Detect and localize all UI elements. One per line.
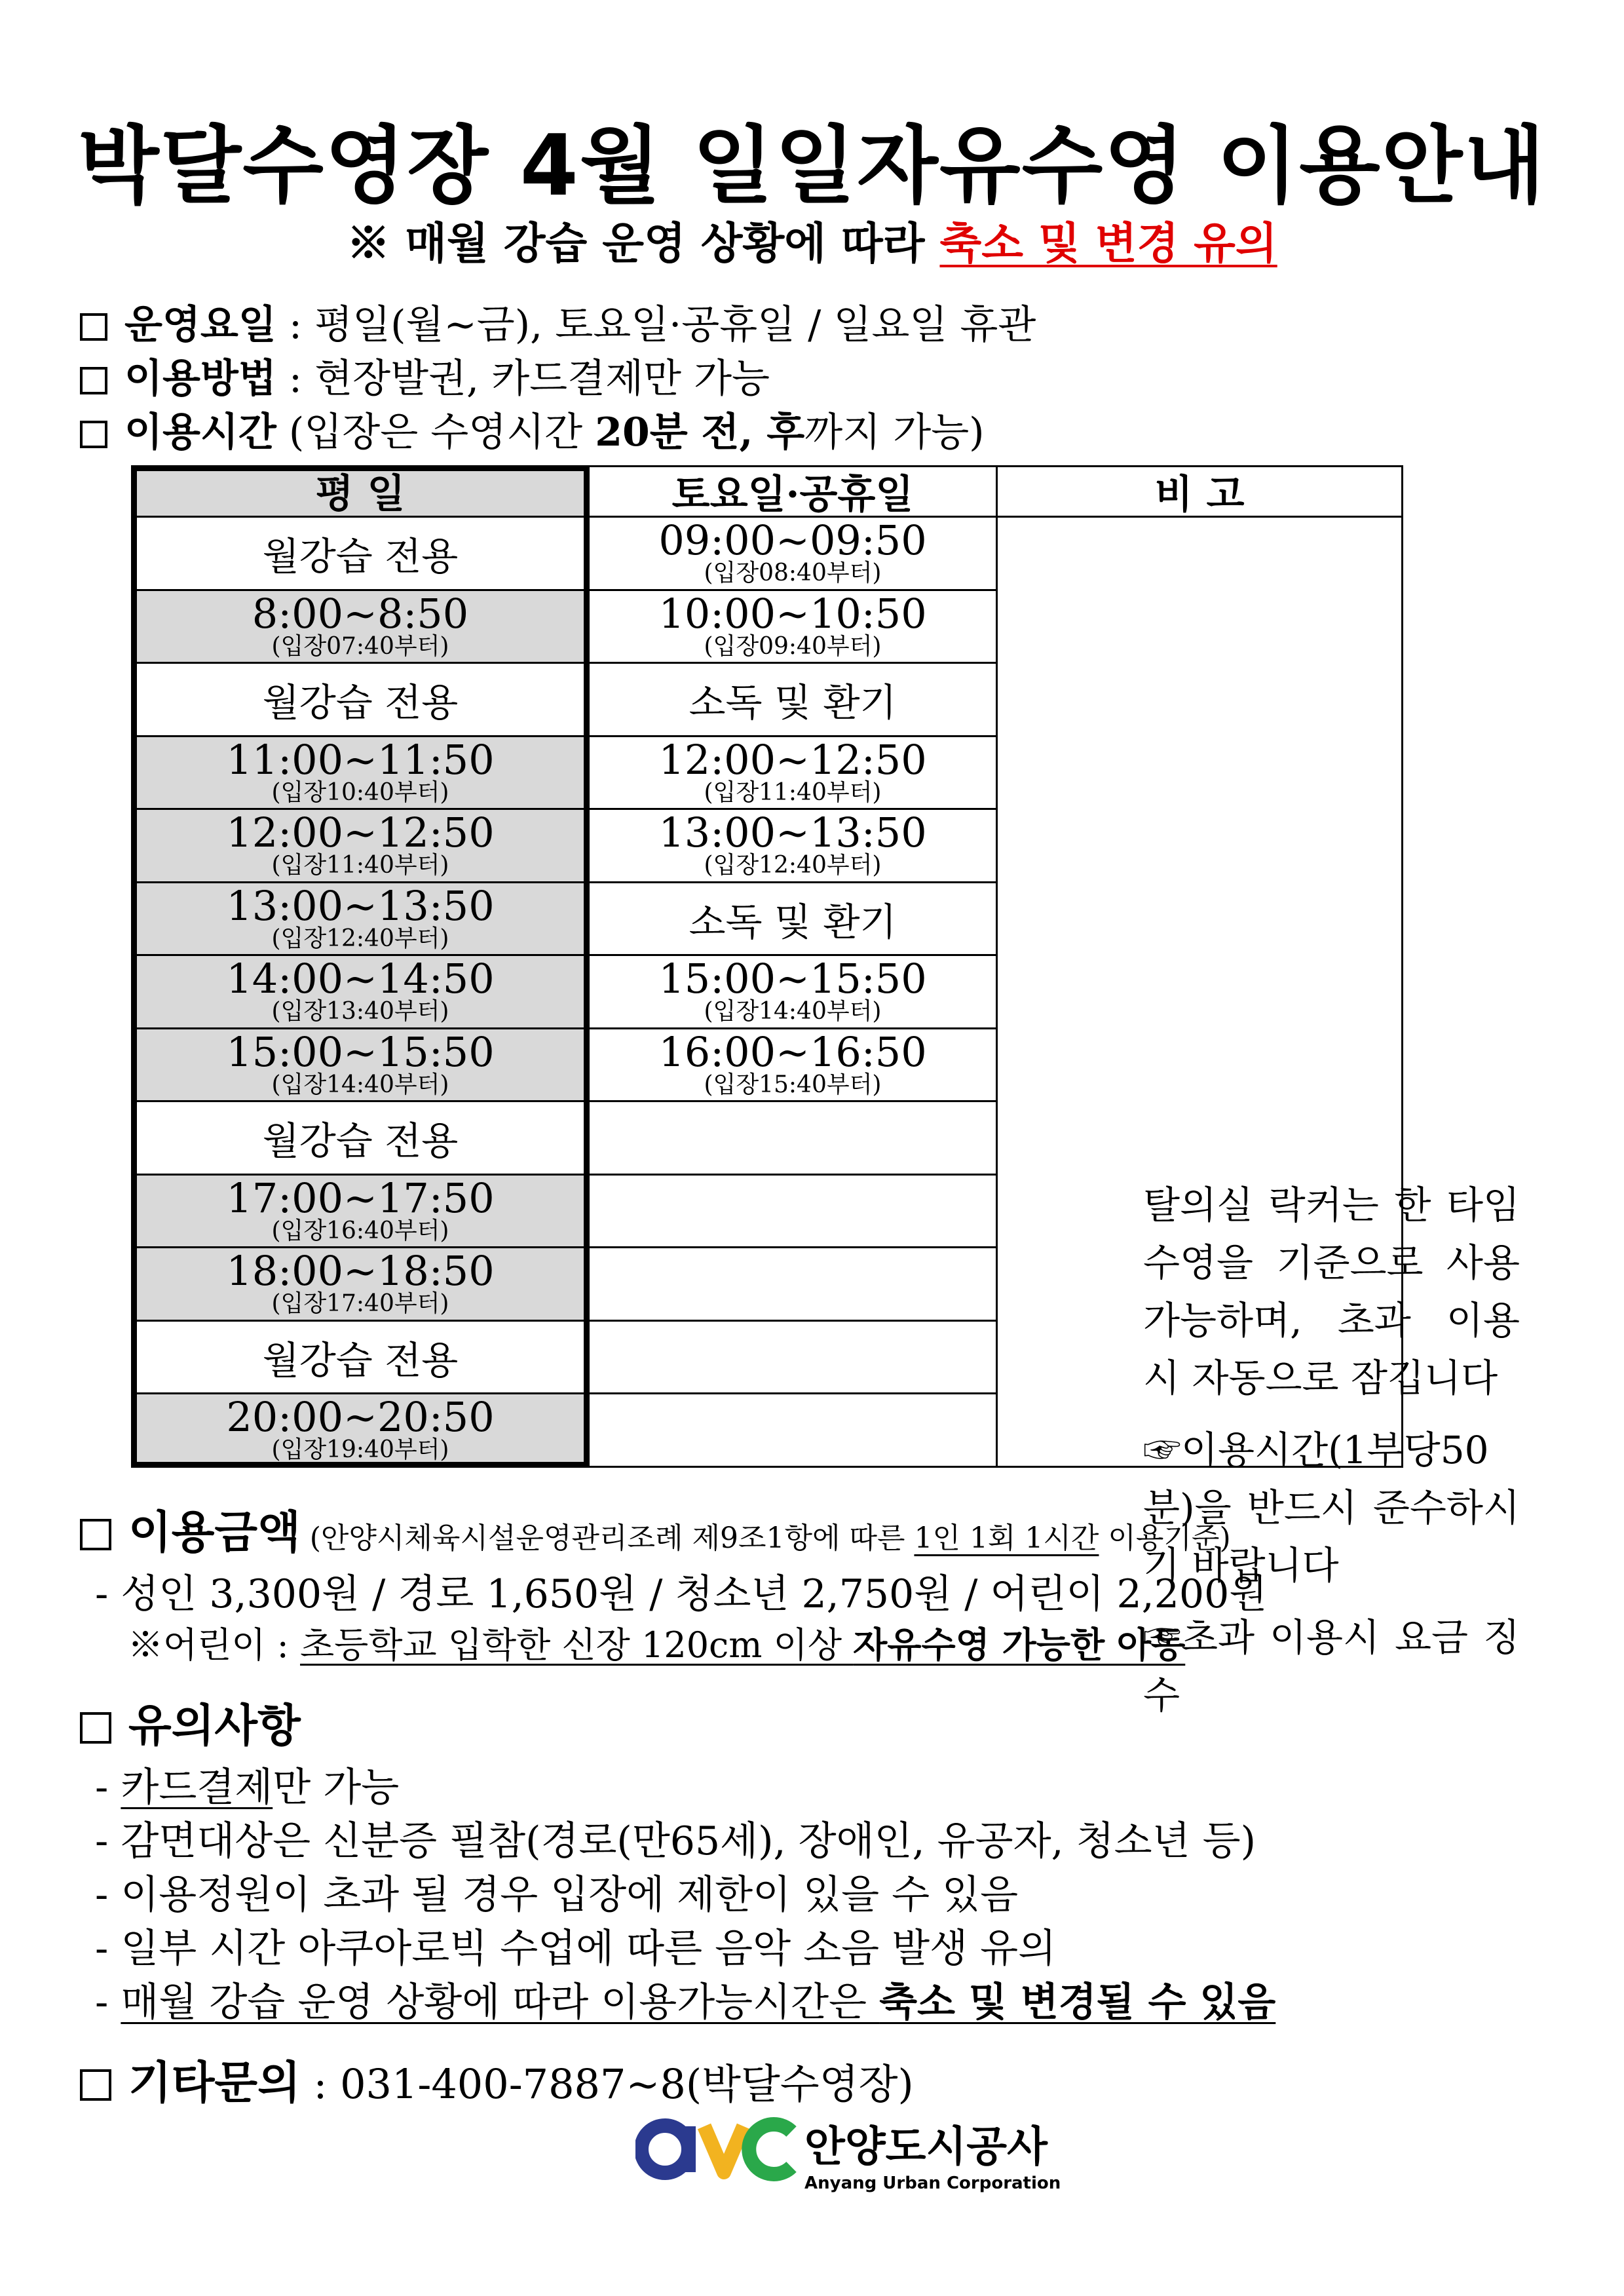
weekend-entry: (입장08:40부터)	[704, 560, 882, 587]
weekend-row	[590, 810, 996, 883]
fee-basis-a: (안양시체육시설운영관리조례 제9조1항에 따른	[300, 1521, 915, 1555]
weekday-time: 12:00~12:50	[226, 809, 495, 857]
weekday-time: 8:00~8:50	[252, 589, 469, 638]
weekend-row	[590, 591, 996, 664]
fee-label: 이용금액	[128, 1506, 301, 1559]
weekend-row	[590, 1394, 996, 1468]
weekend-note: 소독 및 환기	[689, 680, 897, 725]
weekday-row	[131, 518, 590, 591]
weekday-row	[131, 1322, 590, 1395]
weekend-note: 소독 및 환기	[689, 899, 897, 944]
checkbox-icon	[80, 367, 107, 394]
weekday-row	[131, 1394, 590, 1468]
fee-prices: - 성인 3,300원 / 경로 1,650원 / 청소년 2,750원 / 어린이 2,200원	[95, 1571, 1268, 1617]
cautions-heading	[80, 1691, 301, 1754]
auc-logo-icon	[635, 2113, 799, 2185]
weekend-time: 16:00~16:50	[658, 1027, 927, 1076]
weekday-entry: (입장11:40부터)	[271, 852, 449, 879]
weekday-time: 14:00~14:50	[226, 955, 495, 1003]
weekend-row	[590, 737, 996, 811]
header-remark-label: 비 고	[1154, 472, 1245, 518]
notice-highlight: 축소 및 변경 유의	[939, 218, 1277, 269]
info-method	[80, 347, 770, 404]
weekend-row	[590, 1248, 996, 1322]
remark-p2: ☞이용시간(1부당50분)을 반드시 준수하시기 바랍니다	[1143, 1428, 1520, 1588]
weekend-entry: (입장09:40부터)	[704, 632, 882, 660]
weekday-row	[131, 591, 590, 664]
logo-text	[804, 2113, 1061, 2193]
info-time-a: (입장은 수영시간	[276, 410, 595, 455]
checkbox-icon	[80, 2069, 111, 2101]
header-weekday	[131, 465, 590, 518]
caution-item-5-a: 매월 강습 운영 상황에 따라 이용가능시간은	[121, 1980, 880, 2025]
weekday-time: 18:00~18:50	[226, 1247, 495, 1295]
weekday-row	[131, 1102, 590, 1176]
page-title: 박달수영장 4월 일일자유수영 이용안내	[77, 117, 1547, 215]
checkbox-icon	[80, 1519, 111, 1550]
weekend-row	[590, 1176, 996, 1249]
info-time-c: 까지 가능)	[804, 410, 985, 455]
caution-item-4: - 일부 시간 아쿠아로빅 수업에 따른 음악 소음 발생 유의	[95, 1926, 1057, 1972]
checkbox-icon	[80, 313, 107, 341]
remark-p3: ☞초과 이용시 요금 징수	[1143, 1615, 1520, 1717]
weekday-time: 20:00~20:50	[226, 1393, 495, 1442]
weekend-row	[590, 518, 996, 591]
notice-line	[0, 208, 1624, 271]
checkbox-icon	[80, 1712, 111, 1744]
cautions-label: 유의사항	[128, 1700, 301, 1752]
weekday-row	[131, 737, 590, 811]
contact-line	[80, 2048, 914, 2111]
weekend-row	[590, 1029, 996, 1103]
weekday-note: 월강습 전용	[262, 534, 459, 579]
fee-heading	[80, 1497, 1231, 1561]
fee-basis-u: 1인 1회 1시간	[914, 1521, 1099, 1555]
weekday-entry: (입장13:40부터)	[271, 998, 449, 1025]
weekend-row	[590, 956, 996, 1029]
header-remark	[996, 465, 1403, 518]
weekend-time: 12:00~12:50	[658, 735, 927, 784]
weekend-entry: (입장11:40부터)	[704, 778, 882, 806]
weekday-row	[131, 810, 590, 883]
weekday-entry: (입장12:40부터)	[271, 925, 449, 952]
weekday-time: 13:00~13:50	[226, 881, 495, 930]
info-days	[80, 294, 1036, 350]
weekend-time: 13:00~13:50	[658, 809, 927, 857]
caution-item-1-u: 카드결제	[121, 1765, 273, 1810]
weekday-time: 17:00~17:50	[226, 1174, 495, 1222]
weekend-row	[590, 1102, 996, 1176]
contact-label: 기타문의	[128, 2057, 301, 2109]
child-note-u: 초등학교 입학한 신장 120cm 이상	[300, 1624, 854, 1666]
weekday-note: 월강습 전용	[262, 680, 459, 725]
fee-basis	[301, 1521, 1231, 1555]
header-weekend	[590, 465, 996, 518]
weekday-row	[131, 956, 590, 1029]
caution-item-3: - 이용정원이 초과 될 경우 입장에 제한이 있을 수 있음	[95, 1872, 1019, 1918]
weekend-entry: (입장15:40부터)	[704, 1071, 882, 1098]
weekday-row	[131, 1176, 590, 1249]
caution-item-1: - 카드결제만 가능	[95, 1765, 400, 1810]
weekday-entry: (입장19:40부터)	[271, 1436, 449, 1464]
caution-item-1-b: 만 가능	[273, 1765, 400, 1810]
info-time-label: 이용시간	[124, 410, 276, 455]
weekday-row	[131, 883, 590, 957]
info-time	[80, 401, 985, 457]
contact-value: : 031-400-7887~8(박달수영장)	[300, 2060, 914, 2108]
header-weekday-label: 평 일	[315, 470, 406, 517]
weekday-time: 11:00~11:50	[226, 735, 495, 784]
weekday-entry: (입장14:40부터)	[271, 1071, 449, 1098]
weekend-row	[590, 664, 996, 737]
info-method-value: : 현장발권, 카드결제만 가능	[288, 356, 770, 402]
weekend-entry: (입장14:40부터)	[704, 998, 882, 1025]
weekend-time: 10:00~10:50	[658, 589, 927, 638]
weekend-time: 15:00~15:50	[658, 955, 927, 1003]
weekend-row	[590, 883, 996, 957]
checkbox-icon	[80, 421, 107, 448]
caution-item-5-b: 축소 및 변경될 수 있음	[879, 1980, 1276, 2025]
logo-korean: 안양도시공사	[804, 2123, 1048, 2172]
fee-child-note	[128, 1617, 1185, 1668]
info-time-b: 20분 전, 후	[595, 410, 805, 455]
child-note-a: ※어린이 :	[128, 1624, 301, 1666]
info-days-label: 운영요일	[124, 302, 276, 348]
caution-item-5: - 매월 강습 운영 상황에 따라 이용가능시간은 축소 및 변경될 수 있음	[95, 1980, 1276, 2025]
weekday-entry: (입장16:40부터)	[271, 1217, 449, 1244]
notice-prefix: ※ 매월 강습 운영 상황에 따라	[347, 218, 940, 269]
remark-p1: 탈의실 락커는 한 타임 수영을 기준으로 사용 가능하며, 초과 이용 시 자동으로 잠깁니다	[1143, 1183, 1520, 1400]
weekday-time: 15:00~15:50	[226, 1027, 495, 1076]
weekend-time: 09:00~09:50	[658, 516, 927, 565]
weekend-entry: (입장12:40부터)	[704, 852, 882, 879]
weekday-row	[131, 1248, 590, 1322]
weekday-entry: (입장17:40부터)	[271, 1290, 449, 1318]
weekday-note: 월강습 전용	[262, 1337, 459, 1383]
weekday-note: 월강습 전용	[262, 1119, 459, 1164]
info-days-value: : 평일(월~금), 토요일·공휴일 / 일요일 휴관	[288, 302, 1036, 348]
weekday-entry: (입장07:40부터)	[271, 632, 449, 660]
header-weekend-label: 토요일·공휴일	[671, 472, 914, 518]
weekday-entry: (입장10:40부터)	[271, 778, 449, 806]
logo-english: Anyang Urban Corporation	[804, 2173, 1061, 2193]
caution-item-2: - 감면대상은 신분증 필참(경로(만65세), 장애인, 유공자, 청소년 등)	[95, 1818, 1256, 1864]
fee-basis-b: 이용기준)	[1099, 1521, 1231, 1555]
info-method-label: 이용방법	[124, 356, 276, 402]
child-note-b: 자유수영 가능한 아동	[853, 1624, 1186, 1666]
weekend-row	[590, 1322, 996, 1395]
weekday-row	[131, 1029, 590, 1103]
weekday-row	[131, 664, 590, 737]
remark-text	[1143, 1176, 1520, 1738]
